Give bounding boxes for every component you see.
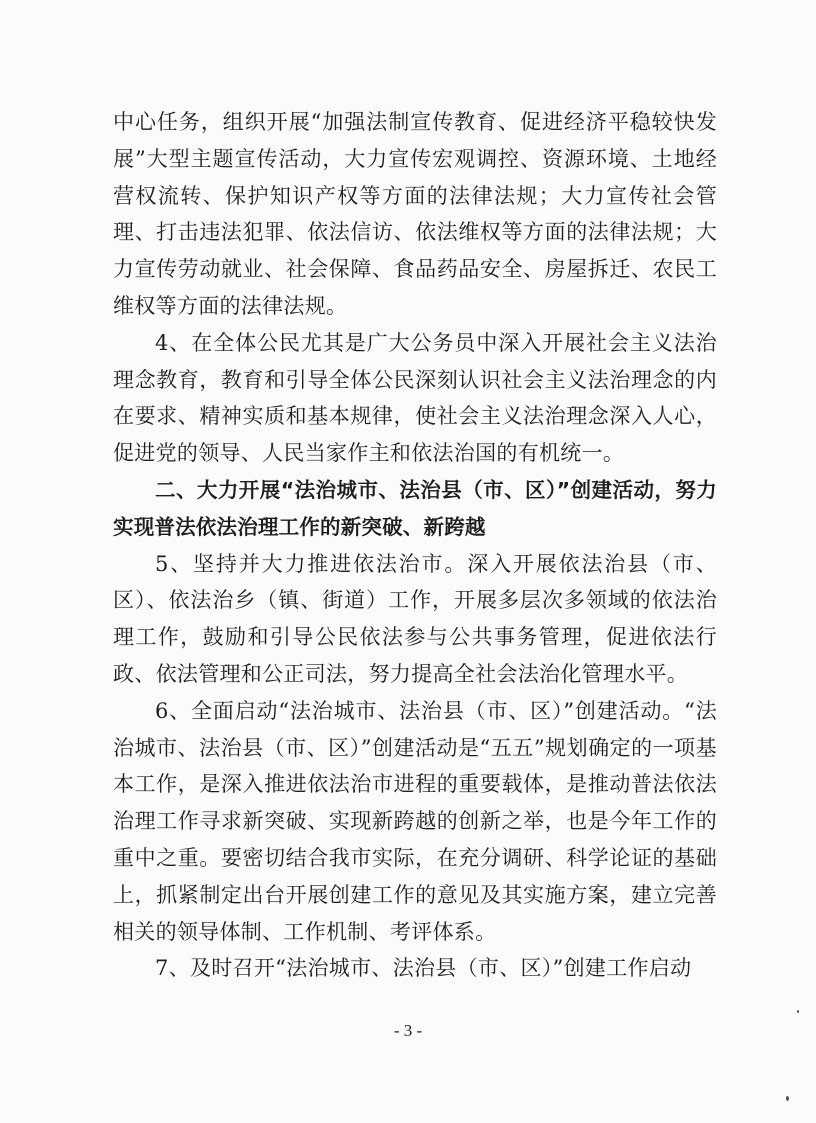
paragraph-item-7: 7、及时召开“法治城市、法治县（市、区）”创建工作启动 bbox=[155, 956, 692, 981]
paragraph-item-5: 5、坚持并大力推进依法治市。深入开展依法治县（市、区）、依法治乡（镇、街道）工作，开展多层次多领域的依法治理工作，鼓励和引导公民依法参与公共事务管理，促进依法行政、依法管理和公正司法，努力提高全社会法治化管理水平。 bbox=[113, 551, 717, 686]
paragraph-item-4: 4、在全体公民尤其是广大公务员中深入开展社会主义法治理念教育，教育和引导全体公民深刻认识社会主义法治理念的内在要求、精神实质和基本规律，使社会主义法治理念深入人心，促进党的领导、人民当家作主和依法治国的有机统一。 bbox=[113, 330, 717, 466]
paragraph-item-6: 6、全面启动“法治城市、法治县（市、区）”创建活动。“法治城市、法治县（市、区）”创建活动是“五五”规划确定的一项基本工作，是深入推进依法治市进程的重要载体，是推动普法依法治理工作寻求新突破、实现新跨越的创新之举，也是今年工作的重中之重。要密切结合我市实际，在充分调研、科学论证的基础上，抓紧制定出台开展创建工作的意见及其实施方案，建立完善相关的领导体制、工作机制、考评体系。 bbox=[113, 698, 717, 944]
scan-speck bbox=[797, 1010, 799, 1013]
paragraph-continued: 中心任务，组织开展“加强法制宣传教育、促进经济平稳较快发展”大型主题宣传活动，大力宣传宏观调控、资源环境、土地经营权流转、保护知识产权等方面的法律法规；大力宣传社会管理、打击违法犯罪、依法信访、依法维权等方面的法律法规；大力宣传劳动就业、社会保障、食品药品安全、房屋拆迁、农民工维权等方面的法律法规。 bbox=[113, 110, 717, 318]
section-heading-2: 二、大力开展“法治城市、法治县（市、区）”创建活动，努力实现普法依法治理工作的新突破、新跨越 bbox=[113, 477, 717, 539]
page-number: - 3 - bbox=[393, 1021, 423, 1040]
document-body bbox=[113, 104, 717, 987]
scan-speck bbox=[786, 1096, 789, 1101]
